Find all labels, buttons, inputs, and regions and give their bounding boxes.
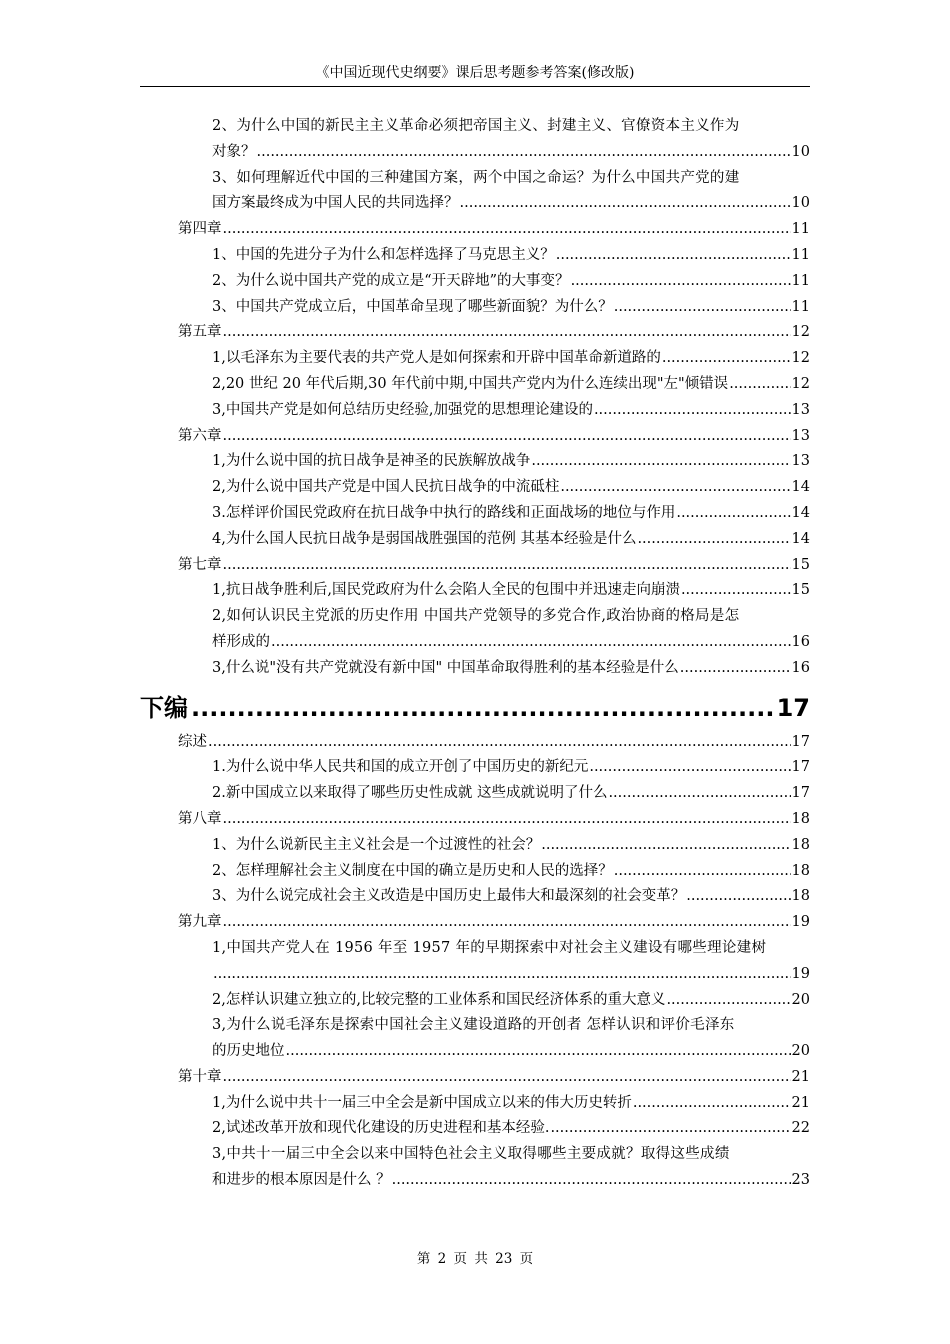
toc-question-entry[interactable] — [140, 630, 810, 656]
entry-title: 的历史地位 — [212, 1043, 285, 1060]
toc-chapter-entry[interactable] — [140, 730, 810, 756]
toc-entry-text-line[interactable]: 1,中国共产党人在 1956 年至 1957 年的早期探索中对社会主义建设有哪些理论建树 — [212, 939, 767, 956]
entry-title: 3.怎样评价国民党政府在抗日战争中执行的路线和正面战场的地位与作用 — [212, 504, 676, 521]
dot-leader — [589, 755, 790, 781]
page-number: 10 — [791, 143, 810, 160]
page-number: 18 — [791, 836, 810, 853]
toc-part-heading[interactable] — [140, 686, 810, 730]
dot-leader — [286, 1039, 791, 1065]
dot-leader — [633, 1091, 791, 1117]
toc-question-entry[interactable] — [140, 884, 810, 910]
dot-leader — [666, 988, 790, 1014]
page-number: 17 — [791, 759, 810, 776]
entry-title: 第五章 — [178, 324, 222, 341]
entry-title: 2.新中国成立以来取得了哪些历史性成就 这些成就说明了什么 — [212, 785, 608, 802]
entry-title: 2、怎样理解社会主义制度在中国的确立是历史和人民的选择？ — [212, 862, 613, 879]
dot-leader — [614, 859, 791, 885]
dot-leader — [271, 630, 791, 656]
toc-question-entry[interactable] — [140, 962, 810, 988]
dot-leader — [223, 807, 791, 833]
toc-question-entry[interactable] — [140, 372, 810, 398]
part-title: 下编 — [140, 693, 188, 722]
dot-leader — [550, 1116, 790, 1142]
entry-title: 1、中国的先进分子为什么和怎样选择了马克思主义？ — [212, 246, 555, 263]
toc-question-entry[interactable] — [140, 833, 810, 859]
dot-leader — [223, 910, 791, 936]
dot-leader — [560, 475, 790, 501]
page-number: 22 — [791, 1120, 810, 1137]
toc-entry-text-line[interactable]: 3、如何理解近代中国的三种建国方案，两个中国之命运？为什么中国共产党的建 — [212, 169, 740, 186]
toc-chapter-entry[interactable] — [140, 553, 810, 579]
page-number: 21 — [791, 1068, 810, 1085]
entry-title: 1、为什么说新民主主义社会是一个过渡性的社会？ — [212, 836, 541, 853]
page-number: 14 — [791, 479, 810, 496]
page-number: 17 — [776, 693, 810, 722]
page-number: 12 — [791, 324, 810, 341]
dot-leader — [556, 243, 791, 269]
entry-title: 国方案最终成为中国人民的共同选择？ — [212, 195, 459, 212]
page-number: 20 — [791, 991, 810, 1008]
dot-leader — [686, 884, 790, 910]
dot-leader — [608, 781, 790, 807]
toc-question-entry[interactable] — [140, 859, 810, 885]
page-number: 16 — [791, 633, 810, 650]
entry-title: 3、中国共产党成立后，中国革命呈现了哪些新面貌？为什么？ — [212, 298, 613, 315]
toc-question-entry[interactable] — [140, 269, 810, 295]
dot-leader — [662, 346, 791, 372]
entry-title: 第六章 — [178, 427, 222, 444]
toc-chapter-entry[interactable] — [140, 1065, 810, 1091]
toc-question-entry[interactable] — [140, 449, 810, 475]
entry-title: 综述 — [178, 733, 207, 750]
page-number: 11 — [791, 221, 810, 238]
page-number: 13 — [791, 401, 810, 418]
running-header: 《中国近现代史纲要》课后思考题参考答案(修改版) — [315, 65, 635, 81]
page-footer: 第 2 页 共 23 页 — [416, 1251, 534, 1267]
page-number: 12 — [791, 375, 810, 392]
toc-question-entry[interactable] — [140, 1039, 810, 1065]
page-number: 13 — [791, 453, 810, 470]
toc-question-entry[interactable] — [140, 656, 810, 682]
entry-title: 1.为什么说中华人民共和国的成立开创了中国历史的新纪元 — [212, 759, 589, 776]
page-number: 19 — [791, 914, 810, 931]
toc-question-entry[interactable] — [140, 295, 810, 321]
toc-question-entry[interactable] — [140, 781, 810, 807]
entry-title: 第九章 — [178, 914, 222, 931]
entry-title: 3,什么说"没有共产党就没有新中国" 中国革命取得胜利的基本经验是什么 — [212, 659, 679, 676]
page-number: 16 — [791, 659, 810, 676]
page-number: 11 — [791, 298, 810, 315]
toc-chapter-entry[interactable] — [140, 217, 810, 243]
page-number: 19 — [791, 965, 810, 982]
entry-title: 1,为什么说中共十一届三中全会是新中国成立以来的伟大历史转折 — [212, 1094, 632, 1111]
toc-question-entry[interactable] — [140, 346, 810, 372]
toc-question-entry[interactable] — [140, 988, 810, 1014]
dot-leader — [223, 424, 791, 450]
toc-question-entry[interactable] — [140, 755, 810, 781]
dot-leader — [614, 295, 791, 321]
toc-question-entry[interactable] — [140, 527, 810, 553]
entry-title: 1,为什么说中国的抗日战争是神圣的民族解放战争 — [212, 453, 531, 470]
entry-title: 第十章 — [178, 1068, 222, 1085]
page-number: 18 — [791, 810, 810, 827]
dot-leader — [223, 320, 791, 346]
page-number: 20 — [791, 1043, 810, 1060]
page-number: 13 — [791, 427, 810, 444]
dot-leader — [729, 372, 790, 398]
page-number: 18 — [791, 862, 810, 879]
entry-title: 第四章 — [178, 221, 222, 238]
toc-question-entry[interactable] — [140, 578, 810, 604]
dot-leader — [531, 449, 790, 475]
toc-question-entry[interactable] — [140, 1116, 810, 1142]
dot-leader — [213, 962, 791, 988]
toc-entry-text-line[interactable]: 3,中共十一届三中全会以来中国特色社会主义取得哪些主要成就？取得这些成绩 — [212, 1146, 730, 1163]
entry-title: 第八章 — [178, 810, 222, 827]
entry-title: 2,试述改革开放和现代化建设的历史进程和基本经验. — [212, 1120, 550, 1137]
page-number: 18 — [791, 888, 810, 905]
entry-title: 对象？ — [212, 143, 256, 160]
page-number: 14 — [791, 530, 810, 547]
entry-title: 和进步的根本原因是什么 ？ — [212, 1172, 391, 1189]
dot-leader — [223, 1065, 791, 1091]
entry-title: 2,为什么说中国共产党是中国人民抗日战争的中流砥柱 — [212, 479, 560, 496]
entry-title: 样形成的 — [212, 633, 270, 650]
dot-leader — [541, 833, 790, 859]
toc-entry-text-line[interactable]: 2、为什么中国的新民主主义革命必须把帝国主义、封建主义、官僚资本主义作为 — [212, 118, 740, 134]
dot-leader — [637, 527, 790, 553]
dot-leader — [392, 1168, 791, 1194]
toc-chapter-entry[interactable] — [140, 807, 810, 833]
dot-leader — [594, 398, 791, 424]
entry-title: 4,为什么国人民抗日战争是弱国战胜强国的范例 其基本经验是什么 — [212, 530, 637, 547]
page-number: 11 — [791, 246, 810, 263]
dot-leader — [676, 501, 790, 527]
entry-title: 1,抗日战争胜利后,国民党政府为什么会陷人全民的包围中并迅速走向崩溃 — [212, 582, 680, 599]
page-number: 14 — [791, 504, 810, 521]
dot-leader — [681, 578, 791, 604]
entry-title: 1,以毛泽东为主要代表的共产党人是如何探索和开辟中国革命新道路的 — [212, 350, 661, 367]
page-number: 11 — [791, 272, 810, 289]
entry-title: 2、为什么说中国共产党的成立是“开天辟地”的大事变？ — [212, 272, 570, 289]
page-number: 12 — [791, 350, 810, 367]
entry-title: 3、为什么说完成社会主义改造是中国历史上最伟大和最深刻的社会变革？ — [212, 888, 686, 905]
toc-question-entry[interactable] — [140, 243, 810, 269]
page-number: 17 — [791, 733, 810, 750]
header-rule — [140, 86, 810, 87]
toc-question-entry[interactable] — [140, 398, 810, 424]
page-number: 15 — [791, 556, 810, 573]
dot-leader — [571, 269, 791, 295]
entry-title: 3,中国共产党是如何总结历史经验,加强党的思想理论建设的 — [212, 401, 593, 418]
entry-title: 2,怎样认识建立独立的,比较完整的工业体系和国民经济体系的重大意义 — [212, 991, 666, 1008]
toc-question-entry[interactable] — [140, 140, 810, 166]
dot-leader — [223, 217, 791, 243]
dot-leader — [191, 686, 774, 730]
page-number: 17 — [791, 785, 810, 802]
dot-leader — [257, 140, 791, 166]
page-number: 10 — [791, 195, 810, 212]
page-number: 23 — [791, 1172, 810, 1189]
toc-entry-text-line[interactable]: 2,如何认识民主党派的历史作用 中国共产党领导的多党合作,政治协商的格局是怎 — [212, 608, 740, 625]
toc-question-entry[interactable] — [140, 1091, 810, 1117]
toc-chapter-entry[interactable] — [140, 910, 810, 936]
toc-chapter-entry[interactable] — [140, 320, 810, 346]
toc-entry-text-line[interactable]: 3,为什么说毛泽东是探索中国社会主义建设道路的开创者 怎样认识和评价毛泽东 — [212, 1017, 735, 1034]
dot-leader — [223, 553, 791, 579]
table-of-contents — [140, 114, 810, 1194]
toc-question-entry[interactable] — [140, 475, 810, 501]
toc-question-entry[interactable] — [140, 191, 810, 217]
toc-chapter-entry[interactable] — [140, 424, 810, 450]
page-number: 15 — [791, 582, 810, 599]
dot-leader — [208, 730, 791, 756]
dot-leader — [460, 191, 791, 217]
toc-question-entry[interactable] — [140, 501, 810, 527]
dot-leader — [680, 656, 791, 682]
toc-question-entry[interactable] — [140, 1168, 810, 1194]
entry-title: 第七章 — [178, 556, 222, 573]
page-number: 21 — [791, 1094, 810, 1111]
entry-title: 2,20 世纪 20 年代后期,30 年代前中期,中国共产党内为什么连续出现"左"倾错误 — [212, 375, 729, 392]
